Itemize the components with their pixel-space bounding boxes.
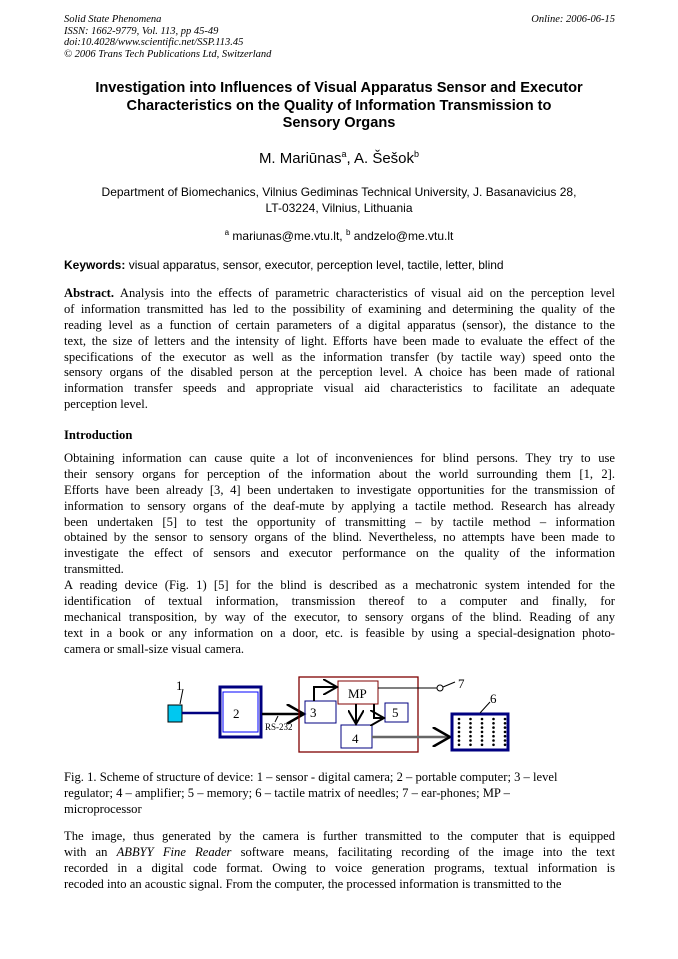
sensor-block [168, 705, 182, 722]
affiliation-line: LT-03224, Vilnius, Lithuania [265, 201, 413, 215]
text-line: text, the size of letters and the intensity of light. Efforts have been made to evaluate the effect of the [64, 333, 615, 348]
affil-mark: a [224, 228, 230, 237]
text-line: of information transmitted has led to the possibility of examining and determining the quality of the [64, 301, 615, 316]
needle-dot [481, 718, 484, 721]
issn: ISSN: 1662-9779, Vol. 113, pp 45-49 [64, 25, 219, 37]
paragraph-3 [64, 829, 615, 893]
software-name: ABBYY Fine Reader [116, 844, 232, 859]
needle-dot [481, 726, 484, 729]
needle-dot [458, 722, 461, 725]
arrow [374, 704, 384, 718]
needle-dot [504, 731, 507, 734]
doi: doi:10.4028/www.scientific.net/SSP.113.45 [64, 37, 244, 48]
email[interactable]: mariunas@me.vtu.lt, [229, 229, 346, 243]
needle-dot [504, 722, 507, 725]
line-text: with an [64, 844, 117, 859]
journal-name: Solid State Phenomena [64, 14, 162, 25]
needle-dot [469, 744, 472, 747]
separator: , [346, 150, 354, 167]
needle-dot [492, 718, 495, 721]
title-line: Characteristics on the Quality of Information Transmission to [126, 97, 552, 114]
text-line: The image, thus generated by the camera is further transmitted to the computer that is equipped [64, 829, 615, 843]
needle-dot [504, 726, 507, 729]
text-line: sensory organs of the disabled person at the perception level. A choice has been made of rational [64, 365, 615, 380]
affil-mark: a [341, 149, 347, 159]
text-line: Fig. 1. Scheme of structure of device: 1 – sensor - digital camera; 2 – portable computer; 3 – level [64, 770, 558, 784]
needle-dot [504, 739, 507, 742]
text-line: identification of textual information, transmission thereof to a computer and finally, for [64, 593, 615, 608]
label-1: 1 [176, 678, 183, 693]
keywords-label: Keywords: [64, 258, 126, 272]
needle-dot [492, 731, 495, 734]
needle-dot [469, 739, 472, 742]
affil-mark: b [414, 149, 420, 159]
title-line: Sensory Organs [282, 115, 396, 131]
section-heading: Introduction [64, 428, 133, 442]
text-line: text in a book or any information on a door, etc. is feasible by using a special-designation photo- [64, 625, 615, 640]
text-line: information to sensory organs of the deaf-mute by applying a tactile method. Research has already [64, 498, 615, 513]
needle-dot [469, 722, 472, 725]
needle-dot [481, 739, 484, 742]
text-line: camera or small-size visual camera. [64, 641, 245, 656]
text-line: perception level. [64, 397, 148, 412]
tactile-matrix [452, 714, 508, 750]
text-line: information transfer speeds and appropriate visual aid characteristics to facilitate an adequate [64, 381, 615, 396]
affiliation-line: Department of Biomechanics, Vilnius Gediminas Technical University, J. Basanavicius 28, [101, 185, 577, 199]
computer-inner [223, 692, 258, 732]
text-line: recorded in a digital code format. Owing to voice generation programs, textual information is [64, 860, 615, 875]
needle-dot [481, 744, 484, 747]
label-rs232: RS-232 [265, 722, 293, 732]
needle-dot [504, 718, 507, 721]
abstract-label: Abstract. [64, 286, 115, 300]
needle-dots [458, 718, 507, 746]
text-line: A reading device (Fig. 1) [5] for the blind is described as a mechatronic system intended for the [64, 578, 615, 592]
text-line: specifications of the executor as well as the information transfer (by tactile way) speed onto the [64, 349, 615, 364]
needle-dot [469, 735, 472, 738]
text-line: microprocessor [64, 801, 142, 816]
text-line: Obtaining information can cause quite a lot of inconveniences for blind persons. They try to use [64, 451, 615, 465]
computer-block [220, 687, 261, 737]
author: M. Mariūnas [258, 150, 342, 167]
needle-dot [458, 735, 461, 738]
needle-dot [469, 726, 472, 729]
needle-dot [492, 744, 495, 747]
text-line: investigate the effect of sensors and executor performance on the quality of the information [64, 546, 615, 561]
needle-dot [504, 735, 507, 738]
label-3: 3 [310, 705, 317, 720]
label-mp: MP [348, 686, 367, 701]
needle-dot [458, 744, 461, 747]
needle-dot [481, 735, 484, 738]
needle-dot [469, 731, 472, 734]
label-7: 7 [458, 676, 465, 691]
needle-dot [492, 726, 495, 729]
earphone-terminal [437, 685, 443, 691]
email[interactable]: andzelo@me.vtu.lt [350, 229, 454, 243]
leader [480, 702, 490, 713]
keywords-text: visual apparatus, sensor, executor, perception level, tactile, letter, blind [125, 258, 504, 272]
text-line: Efforts have been already [3, 4] been undertaken to investigate opportunities for the transmission of [64, 482, 615, 497]
text-line: their sensory organs for perception of the information about the world surrounding them [1, 2]. [64, 466, 615, 481]
label-6: 6 [490, 691, 497, 706]
title-line: Investigation into Influences of Visual Apparatus Sensor and Executor [95, 80, 583, 96]
needle-dot [492, 735, 495, 738]
text-line: obtained by the sensor to sensory organs of the blind. Nevertheless, no attempts have been made to [64, 530, 615, 545]
text-line: mechanical transposition, by way of the executor, to sensory organs of the blind. Reading of any [64, 609, 615, 624]
online-date: Online: 2006-06-15 [531, 14, 615, 25]
text-line: transmitted. [64, 562, 124, 577]
text-line: been undertaken [5] to test the opportunity of transmitting – by tactile method – information [64, 514, 615, 529]
text-line [64, 845, 615, 861]
leader [443, 682, 455, 687]
needle-dot [481, 722, 484, 725]
text-line: reading level as a function of certain parameters of a digital apparatus (sensor), the distance to the [64, 317, 615, 332]
line-text: Analysis into the effects of parametric characteristics of visual aid on the perception level [114, 286, 615, 300]
needle-dot [492, 739, 495, 742]
needle-dot [492, 722, 495, 725]
needle-dot [481, 731, 484, 734]
copyright: © 2006 Trans Tech Publications Ltd, Switzerland [64, 48, 272, 60]
needle-dot [504, 744, 507, 747]
arrow [314, 687, 337, 701]
text-line: regulator; 4 – amplifier; 5 – memory; 6 – tactile matrix of needles; 7 – ear-phones; MP – [64, 785, 510, 800]
needle-dot [458, 731, 461, 734]
label-4: 4 [352, 731, 359, 746]
label-5: 5 [392, 705, 399, 720]
label-2: 2 [233, 706, 240, 721]
line-text: software means, facilitating recording of the image into the text [231, 844, 615, 859]
text-line: recoded into an acoustic signal. From the computer, the processed information is transmitted to the [64, 876, 562, 891]
author: A. Šešok [354, 150, 415, 167]
needle-dot [469, 718, 472, 721]
affil-mark: b [345, 228, 351, 237]
needle-dot [458, 739, 461, 742]
needle-dot [458, 726, 461, 729]
needle-dot [458, 718, 461, 721]
figure-caption [64, 770, 615, 818]
